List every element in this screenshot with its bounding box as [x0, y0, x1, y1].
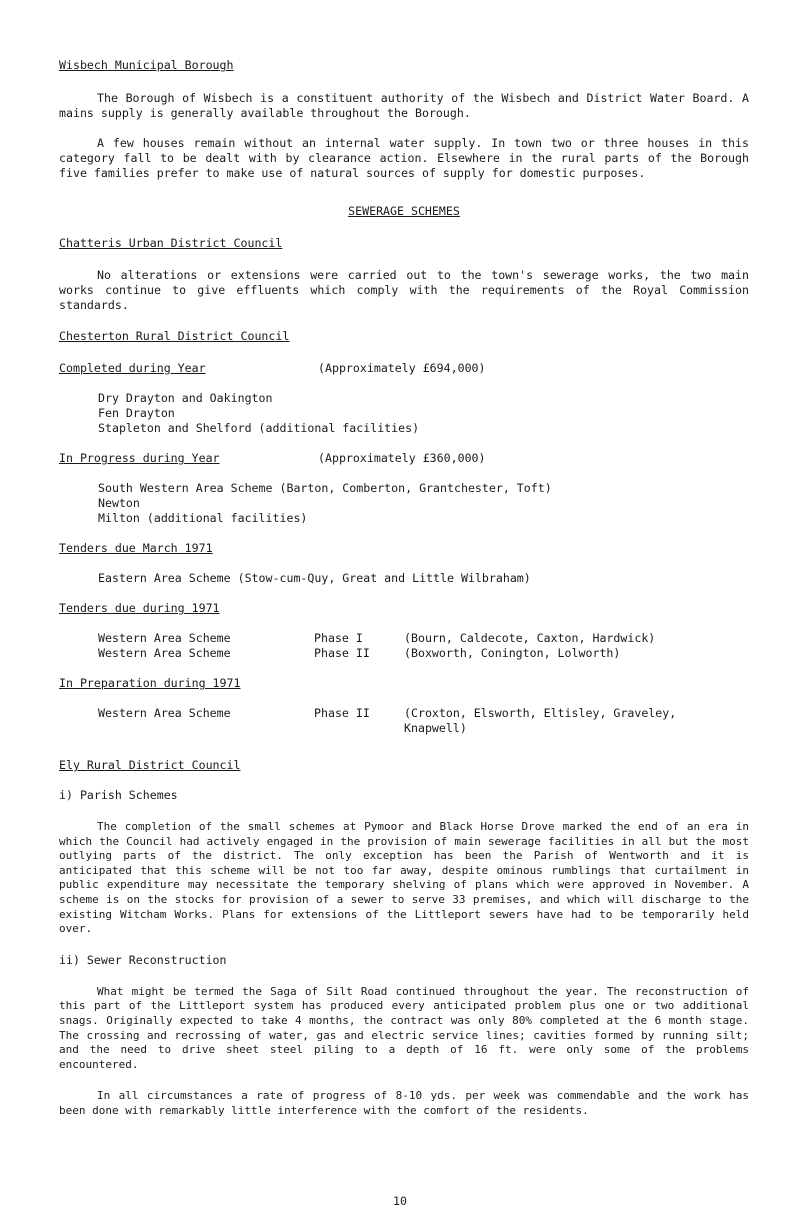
in-progress-list: [98, 481, 749, 526]
chesterton-heading: Chesterton Rural District Council: [59, 329, 290, 343]
table-row: Western Area Scheme Phase II (Croxton, Elsworth, Eltisley, Graveley, Knapwell): [98, 706, 677, 735]
table-row: Western Area Scheme Phase I (Bourn, Caldecote, Caxton, Hardwick): [98, 631, 656, 645]
page-number: 10: [393, 1194, 407, 1208]
preparation-label: In Preparation during 1971: [59, 676, 241, 690]
completed-amount: (Approximately £694,000): [318, 361, 486, 375]
wisbech-paragraph-1: The Borough of Wisbech is a constituent authority of the Wisbech and District Water Board. A mains supply is generally available throughout the Borough.: [59, 91, 749, 120]
wisbech-heading: Wisbech Municipal Borough: [59, 58, 234, 72]
preparation-table: [98, 706, 749, 736]
tenders-1971-label: Tenders due during 1971: [59, 601, 220, 615]
progress-paragraph: In all circumstances a rate of progress of 8-10 yds. per week was commendable and the work has been done with remarkably little interference with the comfort of the residents.: [59, 1089, 749, 1117]
sewer-reconstruction-heading: ii) Sewer Reconstruction: [59, 952, 227, 967]
list-item: Milton (additional facilities): [98, 511, 308, 525]
completed-list: [98, 391, 749, 436]
list-item: Dry Drayton and Oakington: [98, 391, 273, 405]
parish-schemes-heading: i) Parish Schemes: [59, 788, 178, 802]
completed-during-year: [59, 361, 749, 376]
completed-label: Completed during Year: [59, 361, 206, 375]
list-item: Newton: [98, 496, 140, 510]
list-item: South Western Area Scheme (Barton, Comberton, Grantchester, Toft): [98, 481, 552, 495]
table-row: Western Area Scheme Phase II (Boxworth, Conington, Lolworth): [98, 646, 621, 660]
document-page: [59, 58, 749, 1119]
wisbech-paragraph-2: A few houses remain without an internal water supply. In town two or three houses in this category fall to be dealt with by clearance action. Elsewhere in the rural parts of the Borough five families prefer to make use of natural sources of supply for domestic purposes.: [59, 136, 749, 180]
in-progress-during-year: [59, 451, 749, 466]
sewer-reconstruction-paragraph: What might be termed the Saga of Silt Road continued throughout the year. The reconstruction of this part of the Littleport system has produced every anticipated problem plus one or two additional snags. Originally expected to take 4 months, the contract was only 80% completed at the 6 month stage. The crossing and recrossing of water, gas and electric service lines; cavities formed by running silt; and the need to drive sheet steel piling to a depth of 16 ft. were only some of the problems encountered.: [59, 984, 749, 1071]
in-progress-amount: (Approximately £360,000): [318, 451, 486, 465]
chatteris-heading: Chatteris Urban District Council: [59, 236, 283, 250]
sewerage-schemes-title: SEWERAGE SCHEMES: [348, 204, 460, 218]
tenders-march-label: Tenders due March 1971: [59, 541, 213, 555]
list-item: Fen Drayton: [98, 406, 175, 420]
tenders-1971-table: [98, 631, 749, 661]
in-progress-label: In Progress during Year: [59, 451, 220, 465]
parish-schemes-paragraph: The completion of the small schemes at Pymoor and Black Horse Drove marked the end of an era in which the Council had actively engaged in the provision of main sewerage facilities in all but the most outlying parts of the district. The only exception has been the Parish of Wentworth and it is anticipated that this scheme will be not too far away, despite ominous rumblings that curtailment in public expenditure may necessitate the temporary shelving of plans which were approved in November. A scheme is on the stocks for provision of a sewer to serve 33 premises, and which will discharge to the existing Witcham Works. Plans for extensions of the Littleport sewers have had to be temporarily held over.: [59, 820, 749, 936]
tenders-march-item: Eastern Area Scheme (Stow-cum-Quy, Great and Little Wilbraham): [98, 571, 531, 585]
list-item: Stapleton and Shelford (additional facilities): [98, 421, 420, 435]
chatteris-paragraph: No alterations or extensions were carried out to the town's sewerage works, the two main works continue to give effluents which comply with the requirements of the Royal Commission standards.: [59, 268, 749, 312]
ely-heading: Ely Rural District Council: [59, 758, 241, 772]
